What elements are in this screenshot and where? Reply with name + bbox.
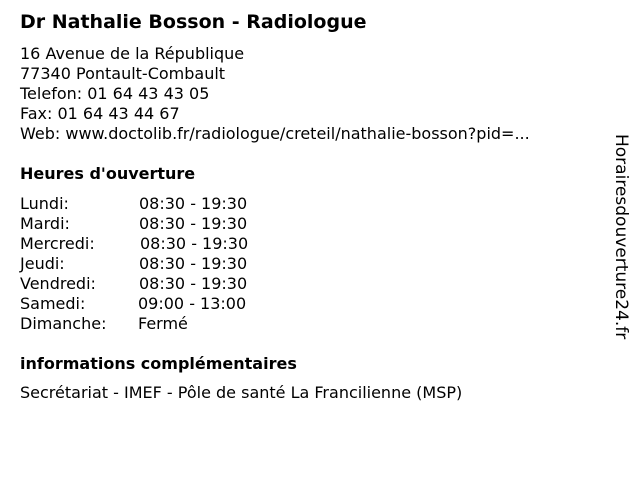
hours-row-thursday <box>20 254 320 274</box>
day-label: Mardi: <box>20 214 70 233</box>
time-range: Fermé <box>138 314 188 333</box>
hours-row-friday <box>20 274 320 294</box>
day-label: Jeudi: <box>20 254 65 273</box>
address-line-2: 77340 Pontault-Combault <box>20 64 226 83</box>
hours-row-sunday <box>20 314 320 334</box>
page-title: Dr Nathalie Bosson - Radiologue <box>20 11 367 33</box>
fax-number: Fax: 01 64 43 44 67 <box>20 104 180 123</box>
hours-row-monday <box>20 194 320 214</box>
contact-details <box>20 44 530 144</box>
time-range: 08:30 - 19:30 <box>139 254 248 273</box>
time-range: 09:00 - 13:00 <box>138 294 247 313</box>
hours-row-saturday <box>20 294 320 314</box>
website-link[interactable]: Web: www.doctolib.fr/radiologue/creteil/nathalie-bosson?pid=... <box>20 124 530 143</box>
phone-number: Telefon: 01 64 43 43 05 <box>20 84 210 103</box>
address-line-1: 16 Avenue de la République <box>20 44 245 63</box>
site-watermark: Horairesdouverture24.fr <box>611 134 631 340</box>
opening-hours-heading: Heures d'ouverture <box>20 164 196 183</box>
day-label: Mercredi: <box>20 234 95 253</box>
additional-info-heading: informations complémentaires <box>20 354 297 373</box>
hours-row-tuesday <box>20 214 320 234</box>
day-label: Lundi: <box>20 194 69 213</box>
hours-row-wednesday <box>20 234 320 254</box>
time-range: 08:30 - 19:30 <box>139 274 248 293</box>
day-label: Dimanche: <box>20 314 107 333</box>
additional-info-text: Secrétariat - IMEF - Pôle de santé La Francilienne (MSP) <box>20 383 463 402</box>
day-label: Vendredi: <box>20 274 96 293</box>
opening-hours-table <box>20 194 320 334</box>
time-range: 08:30 - 19:30 <box>139 194 248 213</box>
time-range: 08:30 - 19:30 <box>140 234 249 253</box>
day-label: Samedi: <box>20 294 86 313</box>
time-range: 08:30 - 19:30 <box>139 214 248 233</box>
